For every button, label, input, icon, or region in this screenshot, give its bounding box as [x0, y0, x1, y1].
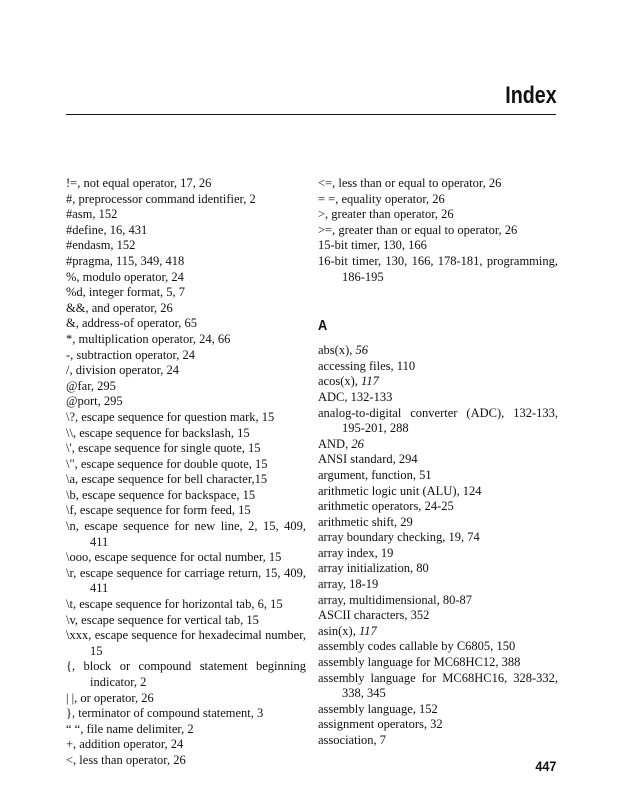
- index-entry: }, terminator of compound statement, 3: [66, 706, 264, 721]
- index-entry: &&, and operator, 26: [66, 300, 173, 315]
- index-page-refs: 132-133, 195-201, 288: [342, 405, 558, 436]
- index-entry: \\, escape sequence for backslash, 15: [66, 425, 250, 440]
- index-entry: [318, 390, 558, 406]
- index-column-left: [66, 176, 306, 769]
- page-title: Index: [505, 82, 557, 109]
- index-entry: [318, 437, 558, 453]
- index-page-refs: 51: [419, 467, 432, 482]
- index-entry: [318, 452, 558, 468]
- index-entry: %d, integer format, 5, 7: [66, 285, 186, 300]
- index-page-refs: 150: [496, 639, 516, 654]
- index-entry: {, block or compound statement beginning indicator, 2: [66, 659, 306, 689]
- index-entry: [318, 343, 558, 359]
- index-page-refs: 80-87: [442, 592, 473, 607]
- index-entry: >=, greater than or equal to operator, 26: [318, 222, 518, 237]
- index-term: abs(x),: [318, 343, 356, 358]
- index-term: ADC,: [318, 389, 351, 404]
- index-term: array, multidimensional,: [318, 592, 443, 607]
- index-entry: [318, 577, 558, 593]
- index-page-refs: 110: [396, 358, 416, 373]
- index-page-refs: 26: [351, 436, 364, 451]
- index-entry: *, multiplication operator, 24, 66: [66, 331, 231, 346]
- page-number: 447: [534, 758, 556, 774]
- index-entry: [318, 530, 558, 546]
- index-page-refs: 328-332, 338, 345: [342, 670, 558, 701]
- index-entry: &, address-of operator, 65: [66, 316, 198, 331]
- index-entry: \b, escape sequence for backspace, 15: [66, 487, 256, 502]
- index-entry: \t, escape sequence for horizontal tab, 6, 15: [66, 597, 283, 612]
- index-entry: !=, not equal operator, 17, 26: [66, 176, 212, 190]
- index-entry: [318, 374, 558, 390]
- index-entry: \xxx, escape sequence for hexadecimal number, 15: [66, 628, 306, 658]
- index-entry: [318, 733, 558, 749]
- index-entry: [318, 608, 558, 624]
- index-page-refs: 18-19: [349, 577, 379, 592]
- index-entry: -, subtraction operator, 24: [66, 347, 195, 362]
- index-entry: /, division operator, 24: [66, 363, 180, 378]
- index-entry: [318, 561, 558, 577]
- index-term: assembly codes callable by C6805,: [318, 639, 497, 654]
- index-column-right: [318, 176, 558, 749]
- index-page-refs: 19, 74: [448, 530, 480, 545]
- index-entry: [318, 359, 558, 375]
- index-term: assignment operators,: [318, 717, 431, 732]
- index-term: array initialization,: [318, 561, 417, 576]
- index-page-refs: 388: [501, 655, 521, 670]
- index-symbol-entries: [318, 176, 558, 285]
- index-entry: %, modulo operator, 24: [66, 269, 184, 284]
- index-term: AND,: [318, 436, 352, 451]
- index-entry: [318, 468, 558, 484]
- index-section-a-entries: [318, 343, 558, 748]
- index-page-refs: 19: [380, 545, 394, 560]
- index-term: argument, function,: [318, 467, 420, 482]
- index-entry: [318, 515, 558, 531]
- index-entry: \n, escape sequence for new line, 2, 15, 409, 411: [66, 519, 306, 549]
- index-term: array,: [318, 577, 350, 592]
- index-term: arithmetic shift,: [318, 514, 401, 529]
- index-entry: [318, 499, 558, 515]
- index-entry: [318, 671, 558, 702]
- index-term: arithmetic logic unit (ALU),: [318, 483, 463, 498]
- index-entry: [318, 484, 558, 500]
- index-entry: [318, 406, 558, 437]
- section-heading-a: A: [318, 317, 328, 335]
- index-entry: [318, 639, 558, 655]
- index-term: arithmetic operators,: [318, 499, 425, 514]
- index-entry: \', escape sequence for single quote, 15: [66, 441, 261, 456]
- index-term: ASCII characters,: [318, 608, 411, 623]
- index-entry: \a, escape sequence for bell character,15: [66, 472, 268, 487]
- index-entry: = =, equality operator, 26: [318, 191, 445, 206]
- index-entry: “ “, file name delimiter, 2: [66, 721, 194, 736]
- title-rule: [66, 114, 556, 115]
- index-entry: [318, 655, 558, 671]
- index-term: array boundary checking,: [318, 530, 449, 545]
- index-page-refs: 24-25: [424, 499, 454, 514]
- index-entry: [318, 593, 558, 609]
- index-page-refs: 56: [355, 343, 368, 358]
- index-entry: \", escape sequence for double quote, 15: [66, 456, 268, 471]
- index-entry: [318, 717, 558, 733]
- index-term: association,: [318, 733, 380, 747]
- index-entry: \f, escape sequence for form feed, 15: [66, 503, 251, 518]
- index-entry: #endasm, 152: [66, 238, 136, 253]
- index-page-refs: 294: [398, 452, 418, 467]
- index-entry: \v, escape sequence for vertical tab, 15: [66, 612, 259, 627]
- index-entry: #pragma, 115, 349, 418: [66, 253, 185, 268]
- index-entry: \ooo, escape sequence for octal number, 15: [66, 550, 282, 565]
- index-page-refs: 32: [430, 717, 443, 732]
- index-entry: <=, less than or equal to operator, 26: [318, 176, 502, 190]
- index-term: assembly language for MC68HC12,: [318, 655, 502, 670]
- index-term: assembly language,: [318, 701, 420, 716]
- index-page-refs: 352: [410, 608, 430, 623]
- index-entry: <, less than operator, 26: [66, 752, 186, 767]
- index-entry: 15-bit timer, 130, 166: [318, 238, 427, 253]
- index-term: analog-to-digital converter (ADC),: [318, 405, 514, 420]
- index-page-refs: 132-133: [350, 389, 393, 404]
- index-entry: | |, or operator, 26: [66, 690, 154, 705]
- index-term: ANSI standard,: [318, 452, 399, 467]
- index-entry: \?, escape sequence for question mark, 15: [66, 409, 275, 424]
- index-page-refs: 29: [400, 514, 413, 529]
- index-entry: [318, 546, 558, 562]
- index-page-refs: 152: [419, 701, 438, 716]
- index-entry: @far, 295: [66, 378, 116, 393]
- index-page-refs: 80: [416, 561, 429, 576]
- index-page-refs: 117: [358, 623, 377, 638]
- index-page-refs: 124: [462, 483, 482, 498]
- index-entry: \r, escape sequence for carriage return, 15, 409, 411: [66, 565, 306, 596]
- index-entry: >, greater than operator, 26: [318, 207, 454, 222]
- index-page-refs: 117: [361, 374, 379, 389]
- index-term: accessing files,: [318, 358, 397, 373]
- index-term: asin(x),: [318, 623, 359, 638]
- index-entry: [318, 702, 558, 718]
- index-term: acos(x),: [318, 374, 362, 389]
- index-entry: @port, 295: [66, 394, 123, 409]
- index-entry: [318, 624, 558, 640]
- index-page-refs: 7: [379, 733, 387, 747]
- index-term: array index,: [318, 545, 381, 560]
- index-entry: +, addition operator, 24: [66, 737, 184, 752]
- index-entry: 16-bit timer, 130, 166, 178-181, programming, 186-195: [318, 253, 558, 284]
- index-entry: #, preprocessor command identifier, 2: [66, 191, 256, 206]
- index-term: assembly language for MC68HC16,: [318, 670, 514, 685]
- index-entry: #asm, 152: [66, 207, 118, 222]
- index-entry: #define, 16, 431: [66, 222, 148, 237]
